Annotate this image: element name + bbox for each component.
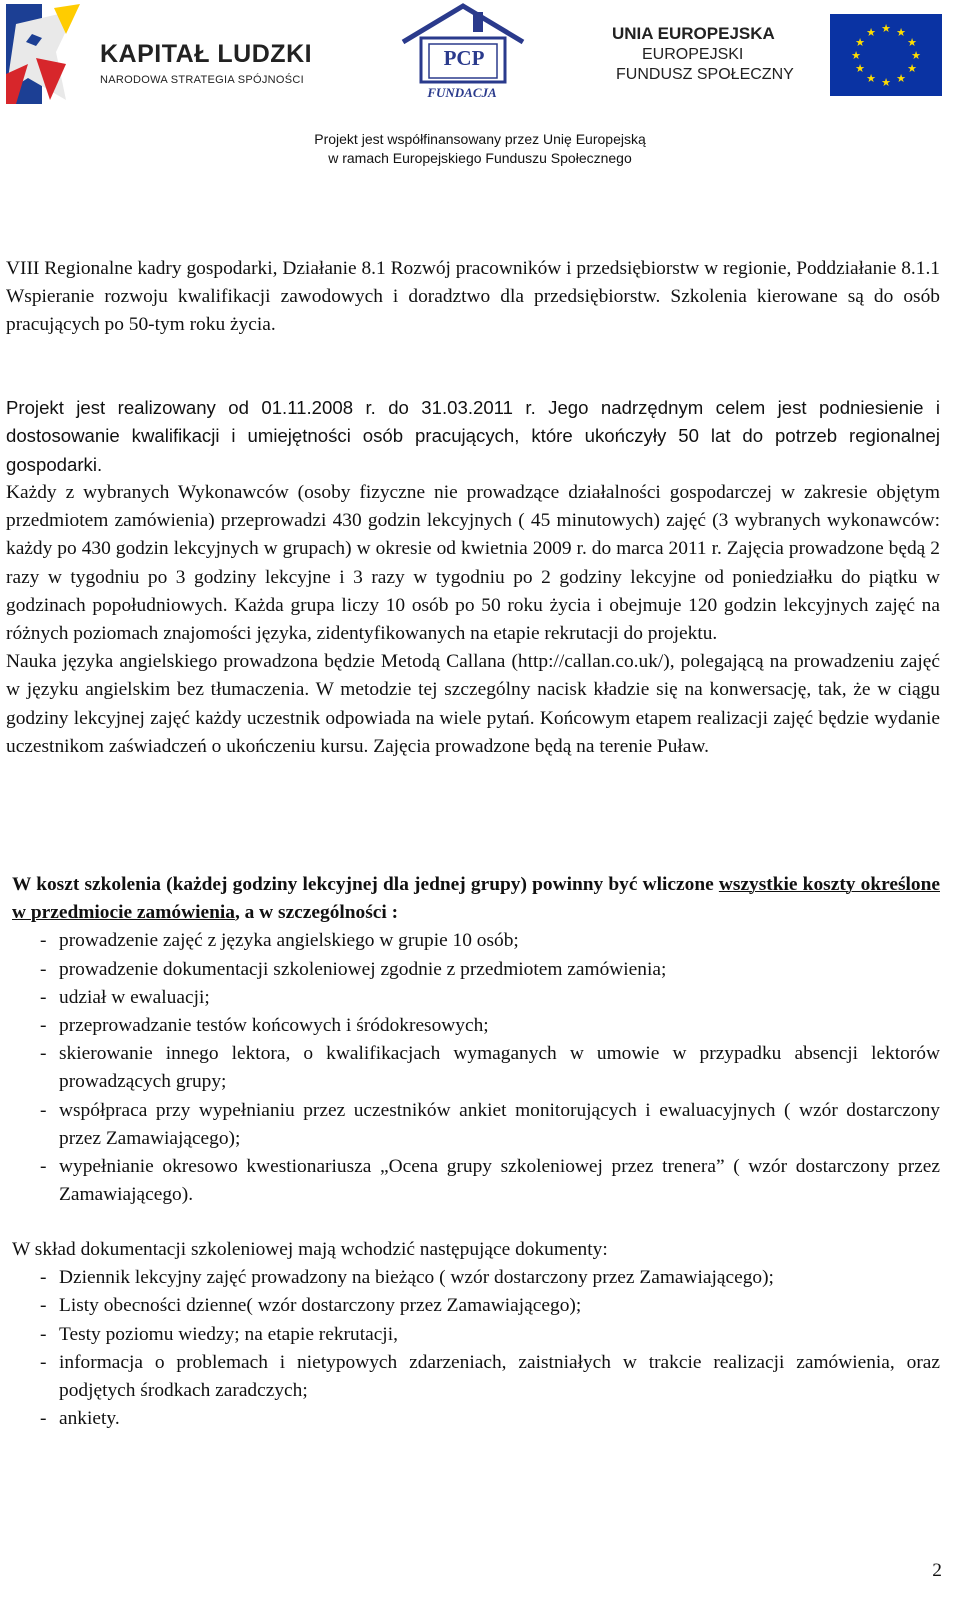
- pcp-fundacja-logo: [397, 2, 527, 106]
- list-item: - udział w ewaluacji;: [40, 986, 210, 1008]
- kapital-ludzki-subtitle: NARODOWA STRATEGIA SPÓJNOŚCI: [100, 74, 304, 86]
- docs-items-list: [6, 1264, 940, 1433]
- cost-items-list: [6, 927, 940, 1209]
- cost-heading-underlined: wszystkie koszty określone w przedmiocie zamówienia: [12, 874, 940, 924]
- svg-text:★: ★: [855, 36, 865, 49]
- list-item: - informacja o problemach i nietypowych zdarzeniach, zaistniałych w trakcie realizacji zamówienia, oraz podjętych środkach zaradczych;: [40, 1351, 940, 1402]
- svg-text:★: ★: [866, 26, 876, 39]
- contractors-text: Każdy z wybranych Wykonawców (osoby fizyczne nie prowadzące działalności gospodarczej w zakresie objętym przedmiotem zamówienia) przeprowadzi 430 godzin lekcyjnych ( 45 minutowych) zajęć (3 wybranych wykonawców: każdy po 430 godzin lekcyjnych w grupach) w okresie od kwietnia 2009 r. do marca 2011 r. Zajęcia prowadzone będą 2 razy w tygodniu po 3 godziny lekcyjne i 3 razy w tygodniu po 2 godziny lekcyjne od poniedziałku do piątku w godzinach popołudniowych. Każda grupa liczy 10 osób po 50 roku życia i obejmuje 120 godzin lekcyjnych zajęć na różnych poziomach znajomości języka, zidentyfikowanych na etapie rekrutacji do projektu.: [6, 482, 940, 645]
- list-item: - Listy obecności dzienne( wzór dostarczony przez Zamawiającego);: [40, 1295, 582, 1317]
- eu-efs-logo: [612, 20, 952, 100]
- docs-heading: W skład dokumentacji szkoleniowej mają wchodzić następujące dokumenty:: [12, 1239, 608, 1260]
- kapital-ludzki-title: KAPITAŁ LUDZKI: [100, 40, 313, 68]
- cost-heading-part2: , a w szczególności :: [234, 902, 399, 924]
- svg-text:★: ★: [911, 49, 921, 62]
- svg-text:★: ★: [896, 72, 906, 85]
- docs-section: [12, 1236, 940, 1433]
- svg-text:★: ★: [881, 22, 891, 35]
- method-text: Nauka języka angielskiego prowadzona będzie Metodą Callana (http://callan.co.uk/), polegającą na prowadzeniu zajęć w języku angielskim bez tłumaczenia. W metodzie tej szczególny nacisk kładzie się na konwersację, tak, że w ciągu godziny lekcyjnej zajęć każdy uczestnik odpowiada na wiele pytań. Końcowym etapem realizacji zajęć będzie wydanie uczestnikom zaświadczeń o ukończeniu kursu. Zajęcia prowadzone będą na terenie Puław.: [6, 651, 940, 757]
- list-item: - skierowanie innego lektora, o kwalifikacjach wymaganych w umowie w przypadku absencji lektorów prowadzących grupy;: [40, 1043, 940, 1093]
- kapital-ludzki-mark-icon: [6, 4, 86, 104]
- kapital-ludzki-logo: [6, 4, 336, 104]
- list-item: - Dziennik lekcyjny zajęć prowadzony na bieżąco ( wzór dostarczony przez Zamawiającego);: [40, 1267, 774, 1289]
- funding-line-1: Projekt jest współfinansowany przez Unię Europejską: [314, 131, 646, 147]
- efs-line1: EUROPEJSKI: [642, 46, 744, 63]
- list-item: - prowadzenie zajęć z języka angielskiego w grupie 10 osób;: [40, 930, 519, 952]
- cost-heading: [12, 871, 940, 927]
- eu-flag-icon: [830, 14, 942, 96]
- pcp-name: PCP: [443, 46, 485, 70]
- cost-heading-part1: W koszt szkolenia (każdej godziny lekcyjnej dla jednej grupy) powinny być wliczone: [12, 874, 719, 895]
- svg-text:★: ★: [866, 72, 876, 85]
- funding-line-2: w ramach Europejskiego Funduszu Społecznego: [328, 150, 632, 166]
- svg-text:★: ★: [907, 36, 917, 49]
- svg-text:★: ★: [851, 49, 861, 62]
- project-paragraph: [6, 394, 940, 479]
- list-item: - wypełnianie okresowo kwestionariusza „Ocena grupy szkoleniowej przez trenera” ( wzór dostarczony przez Zamawiającego).: [40, 1156, 940, 1206]
- list-item: - przeprowadzanie testów końcowych i śródokresowych;: [40, 1015, 489, 1037]
- program-paragraph: [6, 255, 940, 340]
- pcp-subtitle: FUNDACJA: [427, 85, 497, 100]
- svg-text:★: ★: [896, 26, 906, 39]
- contractors-paragraph: [6, 479, 940, 761]
- program-text: VIII Regionalne kadry gospodarki, Działanie 8.1 Rozwój pracowników i przedsiębiorstw w regionie, Poddziałanie 8.1.1 Wspieranie rozwoju kwalifikacji zawodowych i doradztwo dla przedsiębiorstw. Szkolenia kierowane są do osób pracujących po 50-tym roku życia.: [6, 258, 940, 336]
- page-number: 2: [932, 1560, 942, 1581]
- project-text: Projekt jest realizowany od 01.11.2008 r. do 31.03.2011 r. Jego nadrzędnym celem jest podniesienie i dostosowanie kwalifikacji i umiejętności osób pracujących, które ukończyły 50 lat do potrzeb regionalnej gospodarki.: [6, 397, 940, 475]
- eu-title: UNIA EUROPEJSKA: [612, 24, 775, 43]
- list-item: - Testy poziomu wiedzy; na etapie rekrutacji,: [40, 1323, 398, 1345]
- svg-text:★: ★: [881, 76, 891, 89]
- cost-section: [12, 871, 940, 1209]
- efs-line2: FUNDUSZ SPOŁECZNY: [616, 66, 794, 83]
- list-item: - współpraca przy wypełnianiu przez uczestników ankiet monitorujących i ewaluacyjnych ( wzór dostarczony przez Zamawiającego);: [40, 1099, 940, 1149]
- svg-text:★: ★: [855, 62, 865, 75]
- svg-text:★: ★: [907, 62, 917, 75]
- list-item: - prowadzenie dokumentacji szkoleniowej zgodnie z przedmiotem zamówienia;: [40, 958, 667, 980]
- list-item: - ankiety.: [40, 1408, 120, 1430]
